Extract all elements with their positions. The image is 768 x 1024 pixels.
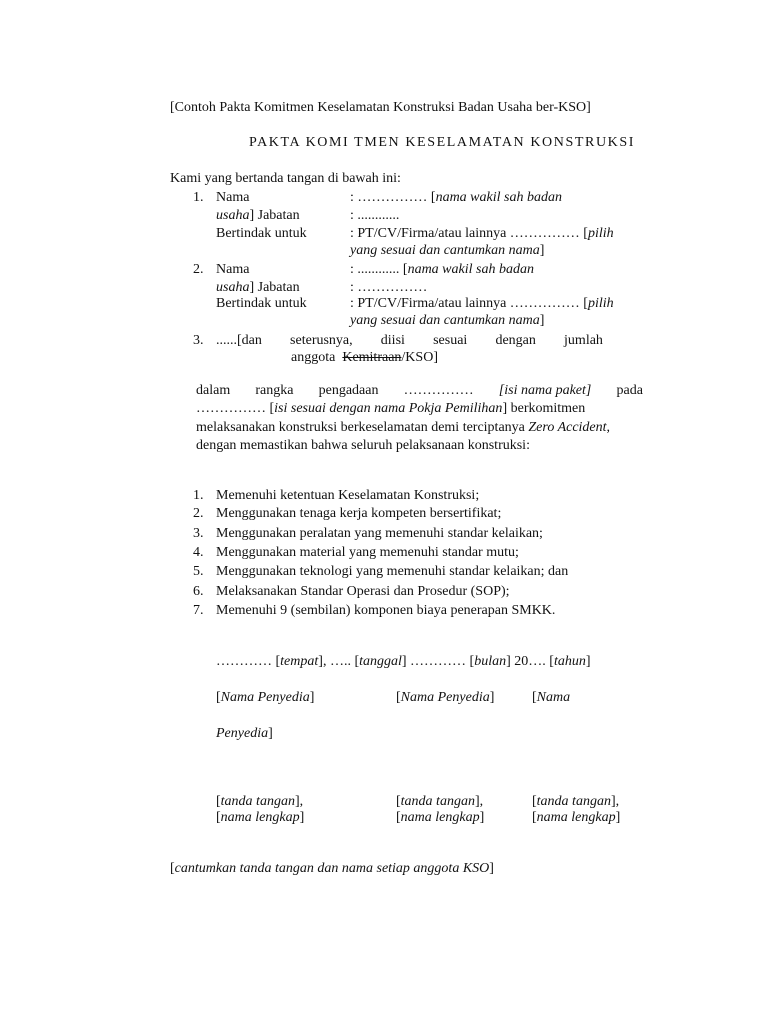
nama-label: Nama	[216, 262, 250, 277]
paragraph-word: ……………	[403, 383, 474, 398]
list-item-text: Menggunakan tenaga kerja kompeten bersertifikat;	[216, 506, 502, 521]
jabatan-label: usaha] Jabatan	[216, 208, 300, 223]
bertindak-value-cont: yang sesuai dan cantumkan nama]	[350, 243, 545, 258]
signer-3-fullname: [nama lengkap]	[532, 810, 621, 825]
bertindak-label: Bertindak untuk	[216, 296, 307, 311]
list-item: 6.	[193, 584, 204, 599]
list-item-text: Memenuhi ketentuan Keselamatan Konstruksi;	[216, 488, 480, 503]
bertindak-label: Bertindak untuk	[216, 226, 307, 241]
list-item: 3.	[193, 526, 204, 541]
list-item: 2.	[193, 506, 204, 521]
signer-3-signature: [tanda tangan],	[532, 794, 620, 809]
nama-value: : …………… [nama wakil sah badan	[350, 190, 562, 205]
jabatan-value: : ……………	[350, 280, 428, 295]
paragraph-line-2: …………… [isi sesuai dengan nama Pokja Pemilihan] berkomitmen	[196, 401, 586, 416]
signer-1-company: [Nama Penyedia]	[216, 690, 315, 705]
list-number: 1.	[193, 190, 204, 205]
list-number: 3.	[193, 333, 204, 348]
nama-value: : ............ [nama wakil sah badan	[350, 262, 534, 277]
document-title: PAKTA KOMI TMEN KESELAMATAN KONSTRUKSI	[249, 135, 636, 150]
signer-2-fullname: [nama lengkap]	[396, 810, 485, 825]
intro-text: Kami yang bertanda tangan di bawah ini:	[170, 171, 401, 186]
item3-word: ......[dan	[216, 333, 262, 348]
paragraph-line-3: melaksanakan konstruksi berkeselamatan demi terciptanya Zero Accident,	[196, 420, 611, 435]
paragraph-word: rangka	[255, 383, 294, 398]
paragraph-word: pengadaan	[318, 383, 379, 398]
paragraph-line-4: dengan memastikan bahwa seluruh pelaksanaan konstruksi:	[196, 438, 530, 453]
paragraph-word: pada	[616, 383, 643, 398]
item3-word: dengan	[495, 333, 536, 348]
item3-line2: anggota Kemitraan/KSO]	[291, 350, 438, 365]
item3-line1	[216, 332, 603, 350]
list-item: 5.	[193, 564, 204, 579]
signer-3-company-cont: Penyedia]	[216, 726, 273, 741]
nama-label: Nama	[216, 190, 250, 205]
list-item-text: Memenuhi 9 (sembilan) komponen biaya penerapan SMKK.	[216, 603, 556, 618]
signer-3-company: [Nama	[532, 690, 571, 705]
footer-note: [cantumkan tanda tangan dan nama setiap anggota KSO]	[170, 861, 494, 876]
signer-2-signature: [tanda tangan],	[396, 794, 484, 809]
bertindak-value-cont: yang sesuai dan cantumkan nama]	[350, 313, 545, 328]
item3-word: diisi	[380, 333, 405, 348]
item3-word: jumlah	[564, 333, 603, 348]
list-item: 4.	[193, 545, 204, 560]
signer-1-signature: [tanda tangan],	[216, 794, 304, 809]
signer-1-fullname: [nama lengkap]	[216, 810, 305, 825]
list-item-text: Menggunakan peralatan yang memenuhi standar kelaikan;	[216, 526, 543, 541]
list-item: 1.	[193, 488, 204, 503]
bertindak-value: : PT/CV/Firma/atau lainnya …………… [pilih	[350, 226, 614, 241]
paragraph-word: dalam	[196, 383, 231, 398]
jabatan-value: : ............	[350, 208, 400, 223]
place-date-line: ………… [tempat], ….. [tanggal] ………… [bulan] 20…. [tahun]	[216, 654, 591, 669]
list-item-text: Menggunakan material yang memenuhi standar mutu;	[216, 545, 519, 560]
header-note: [Contoh Pakta Komitmen Keselamatan Konstruksi Badan Usaha ber-KSO]	[170, 100, 591, 115]
item3-word: sesuai	[433, 333, 468, 348]
list-item: 7.	[193, 603, 204, 618]
list-item-text: Melaksanakan Standar Operasi dan Prosedur (SOP);	[216, 584, 510, 599]
bertindak-value: : PT/CV/Firma/atau lainnya …………… [pilih	[350, 296, 614, 311]
signer-2-company: [Nama Penyedia]	[396, 690, 495, 705]
list-item-text: Menggunakan teknologi yang memenuhi standar kelaikan; dan	[216, 564, 569, 579]
paragraph-line-1	[196, 382, 643, 400]
paragraph-word: [isi nama paket]	[498, 383, 592, 398]
list-number: 2.	[193, 262, 204, 277]
jabatan-label: usaha] Jabatan	[216, 280, 300, 295]
item3-word: seterusnya,	[290, 333, 353, 348]
